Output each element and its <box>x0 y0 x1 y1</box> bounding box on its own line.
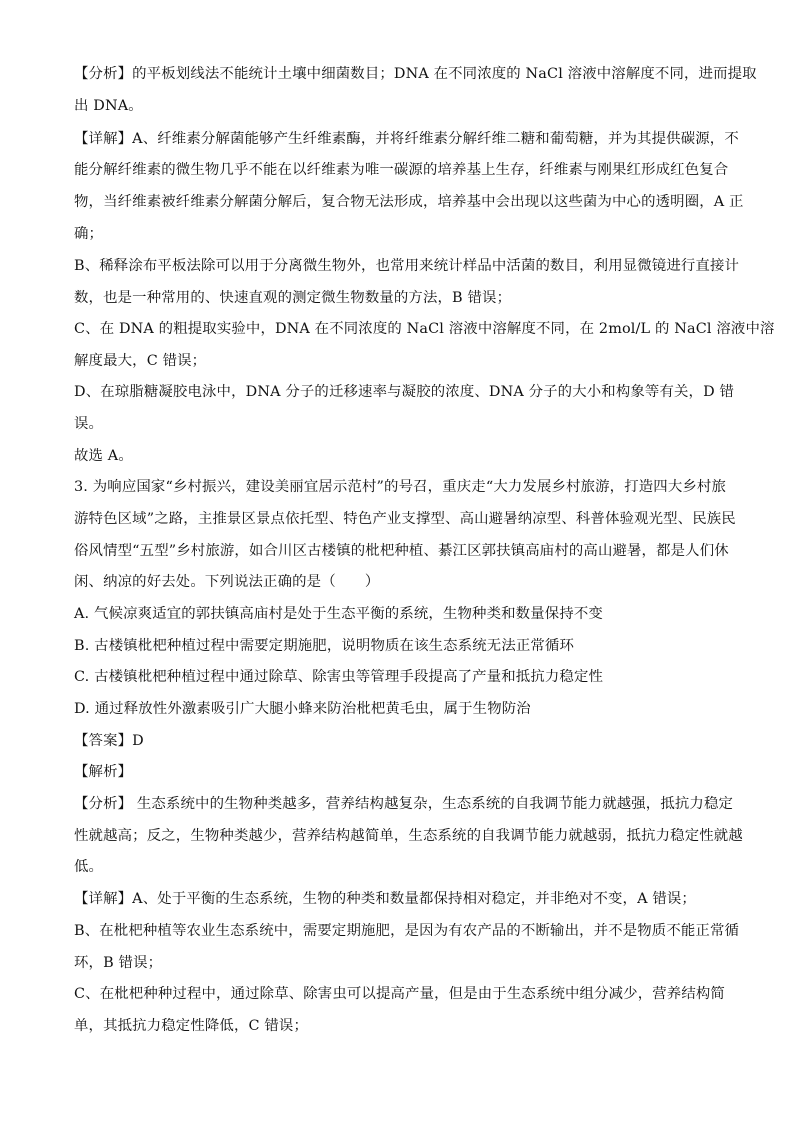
text-line: 物，当纤维素被纤维素分解菌分解后，复合物无法形成，培养基中会出现以这些菌为中心的透明圈，A 正 <box>74 194 744 210</box>
text-line: 单，其抵抗力稳定性降低，C 错误； <box>74 1018 308 1034</box>
text-line: 环，B 错误； <box>74 955 163 971</box>
text-line: 能分解纤维素的微生物几乎不能在以纤维素为唯一碳源的培养基上生存，纤维素与刚果红形成红色复合 <box>74 162 729 178</box>
text-line: 解度最大，C 错误； <box>74 353 207 369</box>
question-stem: 3. 为响应国家“乡村振兴，建设美丽宜居示范村”的号召，重庆走“大力发展乡村旅游，打造四大乡村旅 <box>74 479 726 495</box>
text-line: 【分析】的平板划线法不能统计土壤中细菌数目；DNA 在不同浓度的 NaCl 溶液中溶解度不同，进而提取 <box>74 66 757 82</box>
option-b: B. 古楼镇枇杷种植过程中需要定期施肥，说明物质在该生态系统无法正常循环 <box>74 638 575 654</box>
option-c: C. 古楼镇枇杷种植过程中通过除草、除害虫等管理手段提高了产量和抵抗力稳定性 <box>74 669 604 685</box>
text-line: 性就越高；反之，生物种类越少，营养结构越简单，生态系统的自我调节能力就越弱，抵抗力稳定性就越 <box>74 828 743 844</box>
answer-label: 【答案】D <box>74 733 144 749</box>
text-line: 【详解】A、处于平衡的生态系统，生物的种类和数量都保持相对稳定，并非绝对不变，A 错误； <box>74 891 696 907</box>
text-line: D、在琼脂糖凝胶电泳中，DNA 分子的迁移速率与凝胶的浓度、DNA 分子的大小和构象等有关，D 错 <box>74 384 735 400</box>
text-line: 确； <box>74 226 104 242</box>
text-line: B、在枇杷种植等农业生态系统中，需要定期施肥，是因为有农产品的不断输出，并不是物质不能正常循 <box>74 923 740 939</box>
text-line: 误。 <box>74 416 104 432</box>
text-line: 【详解】A、纤维素分解菌能够产生纤维素酶，并将纤维素分解纤维二糖和葡萄糖，并为其提供碳源，不 <box>74 131 739 147</box>
question-stem: 俗风情型“五型”乡村旅游，如合川区古楼镇的枇杷种植、綦江区郭扶镇高庙村的高山避暑，都是人们休 <box>74 543 729 559</box>
text-line: 低。 <box>74 859 104 875</box>
question-stem: 游特色区域”之路，主推景区景点依托型、特色产业支撑型、高山避暑纳凉型、科普体验观光型、民族民 <box>74 511 736 527</box>
option-d: D. 通过释放性外激素吸引广大腿小蜂来防治枇杷黄毛虫，属于生物防治 <box>74 701 531 717</box>
text-line: C、在枇杷种种过程中，通过除草、除害虫可以提高产量，但是由于生态系统中组分减少，营养结构简 <box>74 986 725 1002</box>
text-line: 数，也是一种常用的、快速直观的测定微生物数量的方法，B 错误； <box>74 290 512 306</box>
text-line: 【分析】 生态系统中的生物种类越多，营养结构越复杂，生态系统的自我调节能力就越强，抵抗力稳定 <box>74 796 734 812</box>
analysis-label: 【解析】 <box>74 764 133 780</box>
question-stem: 闲、纳凉的好去处。下列说法正确的是（ ） <box>74 574 380 590</box>
text-line: B、稀释涂布平板法除可以用于分离微生物外，也常用来统计样品中活菌的数目，利用显微镜进行直接计 <box>74 258 740 274</box>
text-line: 故选 A。 <box>74 448 133 464</box>
option-a: A. 气候凉爽适宜的郭扶镇高庙村是处于生态平衡的系统，生物种类和数量保持不变 <box>74 606 603 622</box>
text-line: C、在 DNA 的粗提取实验中，DNA 在不同浓度的 NaCl 溶液中溶解度不同，在 2mol/L 的 NaCl 溶液中溶 <box>74 321 775 337</box>
text-line: 出 DNA。 <box>74 98 143 114</box>
